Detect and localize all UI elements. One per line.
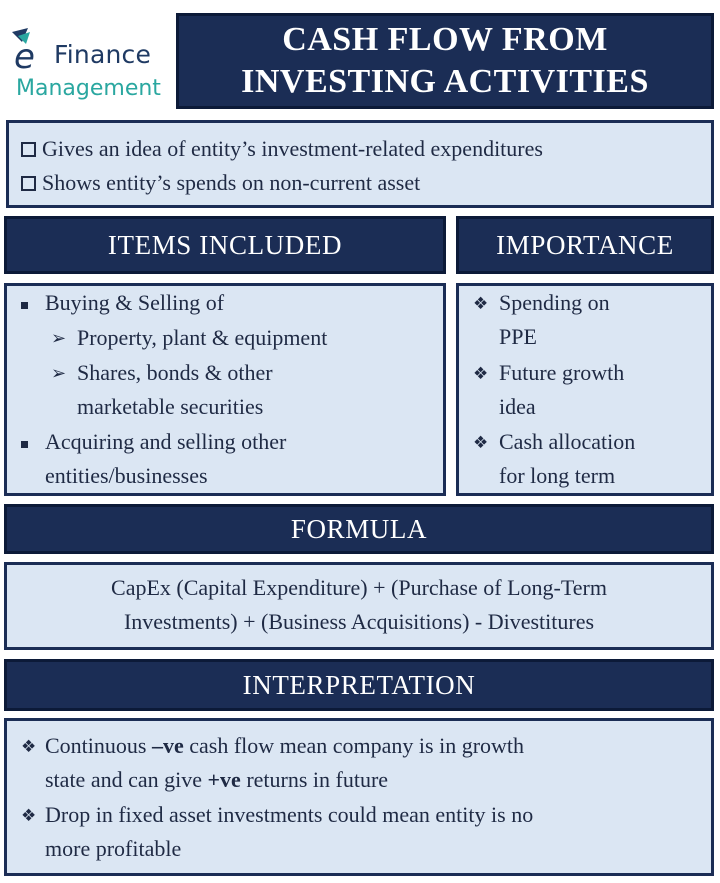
intro-text-2: Shows entity’s spends on non-current asset [42,170,421,195]
items-included-box [4,283,446,496]
importance-3-line1: Cash allocation [499,429,636,454]
interp-1-line2-pre: state and can give [45,767,208,792]
interp-2-line1: Drop in fixed asset investments could mean entity is no [45,802,534,827]
items-sub-2-line2: marketable securities [77,394,264,419]
items-bullet-1: Buying & Selling of [45,290,225,315]
interpretation-header: INTERPRETATION [4,659,714,711]
checkbox-square-icon [21,142,36,157]
logo-brand-line1: Finance [54,40,152,69]
intro-item [21,136,543,162]
diamond-bullet-icon: ❖ [473,294,489,314]
svg-text:e: e [14,37,35,72]
logo-brand-line2: Management [16,76,161,101]
diamond-bullet-icon: ❖ [473,364,489,384]
formula-box [4,562,714,650]
formula-line1: CapEx (Capital Expenditure) + (Purchase of Long-Term [111,575,607,600]
interp-1-line2-post: returns in future [240,767,389,792]
arrow-bullet-icon: ➢ [51,363,67,384]
square-bullet-icon [21,441,28,448]
interpretation-box [4,718,714,876]
title-line2: INVESTING ACTIVITIES [241,63,649,100]
intro-box [6,120,714,208]
intro-item [21,170,420,196]
items-sub-2-line1: Shares, bonds & other [77,360,273,385]
diamond-bullet-icon: ❖ [21,737,37,757]
interp-1-mid: cash flow mean company is in growth [183,733,525,758]
interp-1-line2 [45,767,388,793]
formula-header: FORMULA [4,504,714,554]
importance-3-line2: for long term [499,463,616,488]
formula-line2: Investments) + (Business Acquisitions) - Divestitures [123,609,595,634]
title-line1: CASH FLOW FROM [282,21,608,58]
importance-2-line2: idea [499,394,536,419]
interp-1-negative: –ve [151,733,184,758]
interp-1-positive: +ve [207,767,241,792]
importance-1-line2: PPE [499,324,537,349]
items-included-header: ITEMS INCLUDED [4,216,446,274]
checkbox-square-icon [21,176,36,191]
square-bullet-icon [21,302,28,309]
interp-1-pre: Continuous [45,733,152,758]
interp-1-line1 [45,733,524,759]
items-bullet-2-line2: entities/businesses [45,463,208,488]
items-sub-1: Property, plant & equipment [77,325,328,350]
diamond-bullet-icon: ❖ [473,433,489,453]
importance-box [456,283,714,496]
diamond-bullet-icon: ❖ [21,806,37,826]
logo-e-icon [8,26,48,72]
importance-header: IMPORTANCE [456,216,714,274]
interp-2-line2: more profitable [45,836,182,861]
importance-1-line1: Spending on [499,290,610,315]
arrow-bullet-icon: ➢ [51,328,67,349]
page-title [176,13,714,109]
intro-text-1: Gives an idea of entity’s investment-related expenditures [42,136,543,161]
efinance-logo [2,14,170,106]
importance-2-line1: Future growth [499,360,625,385]
items-bullet-2-line1: Acquiring and selling other [45,429,287,454]
